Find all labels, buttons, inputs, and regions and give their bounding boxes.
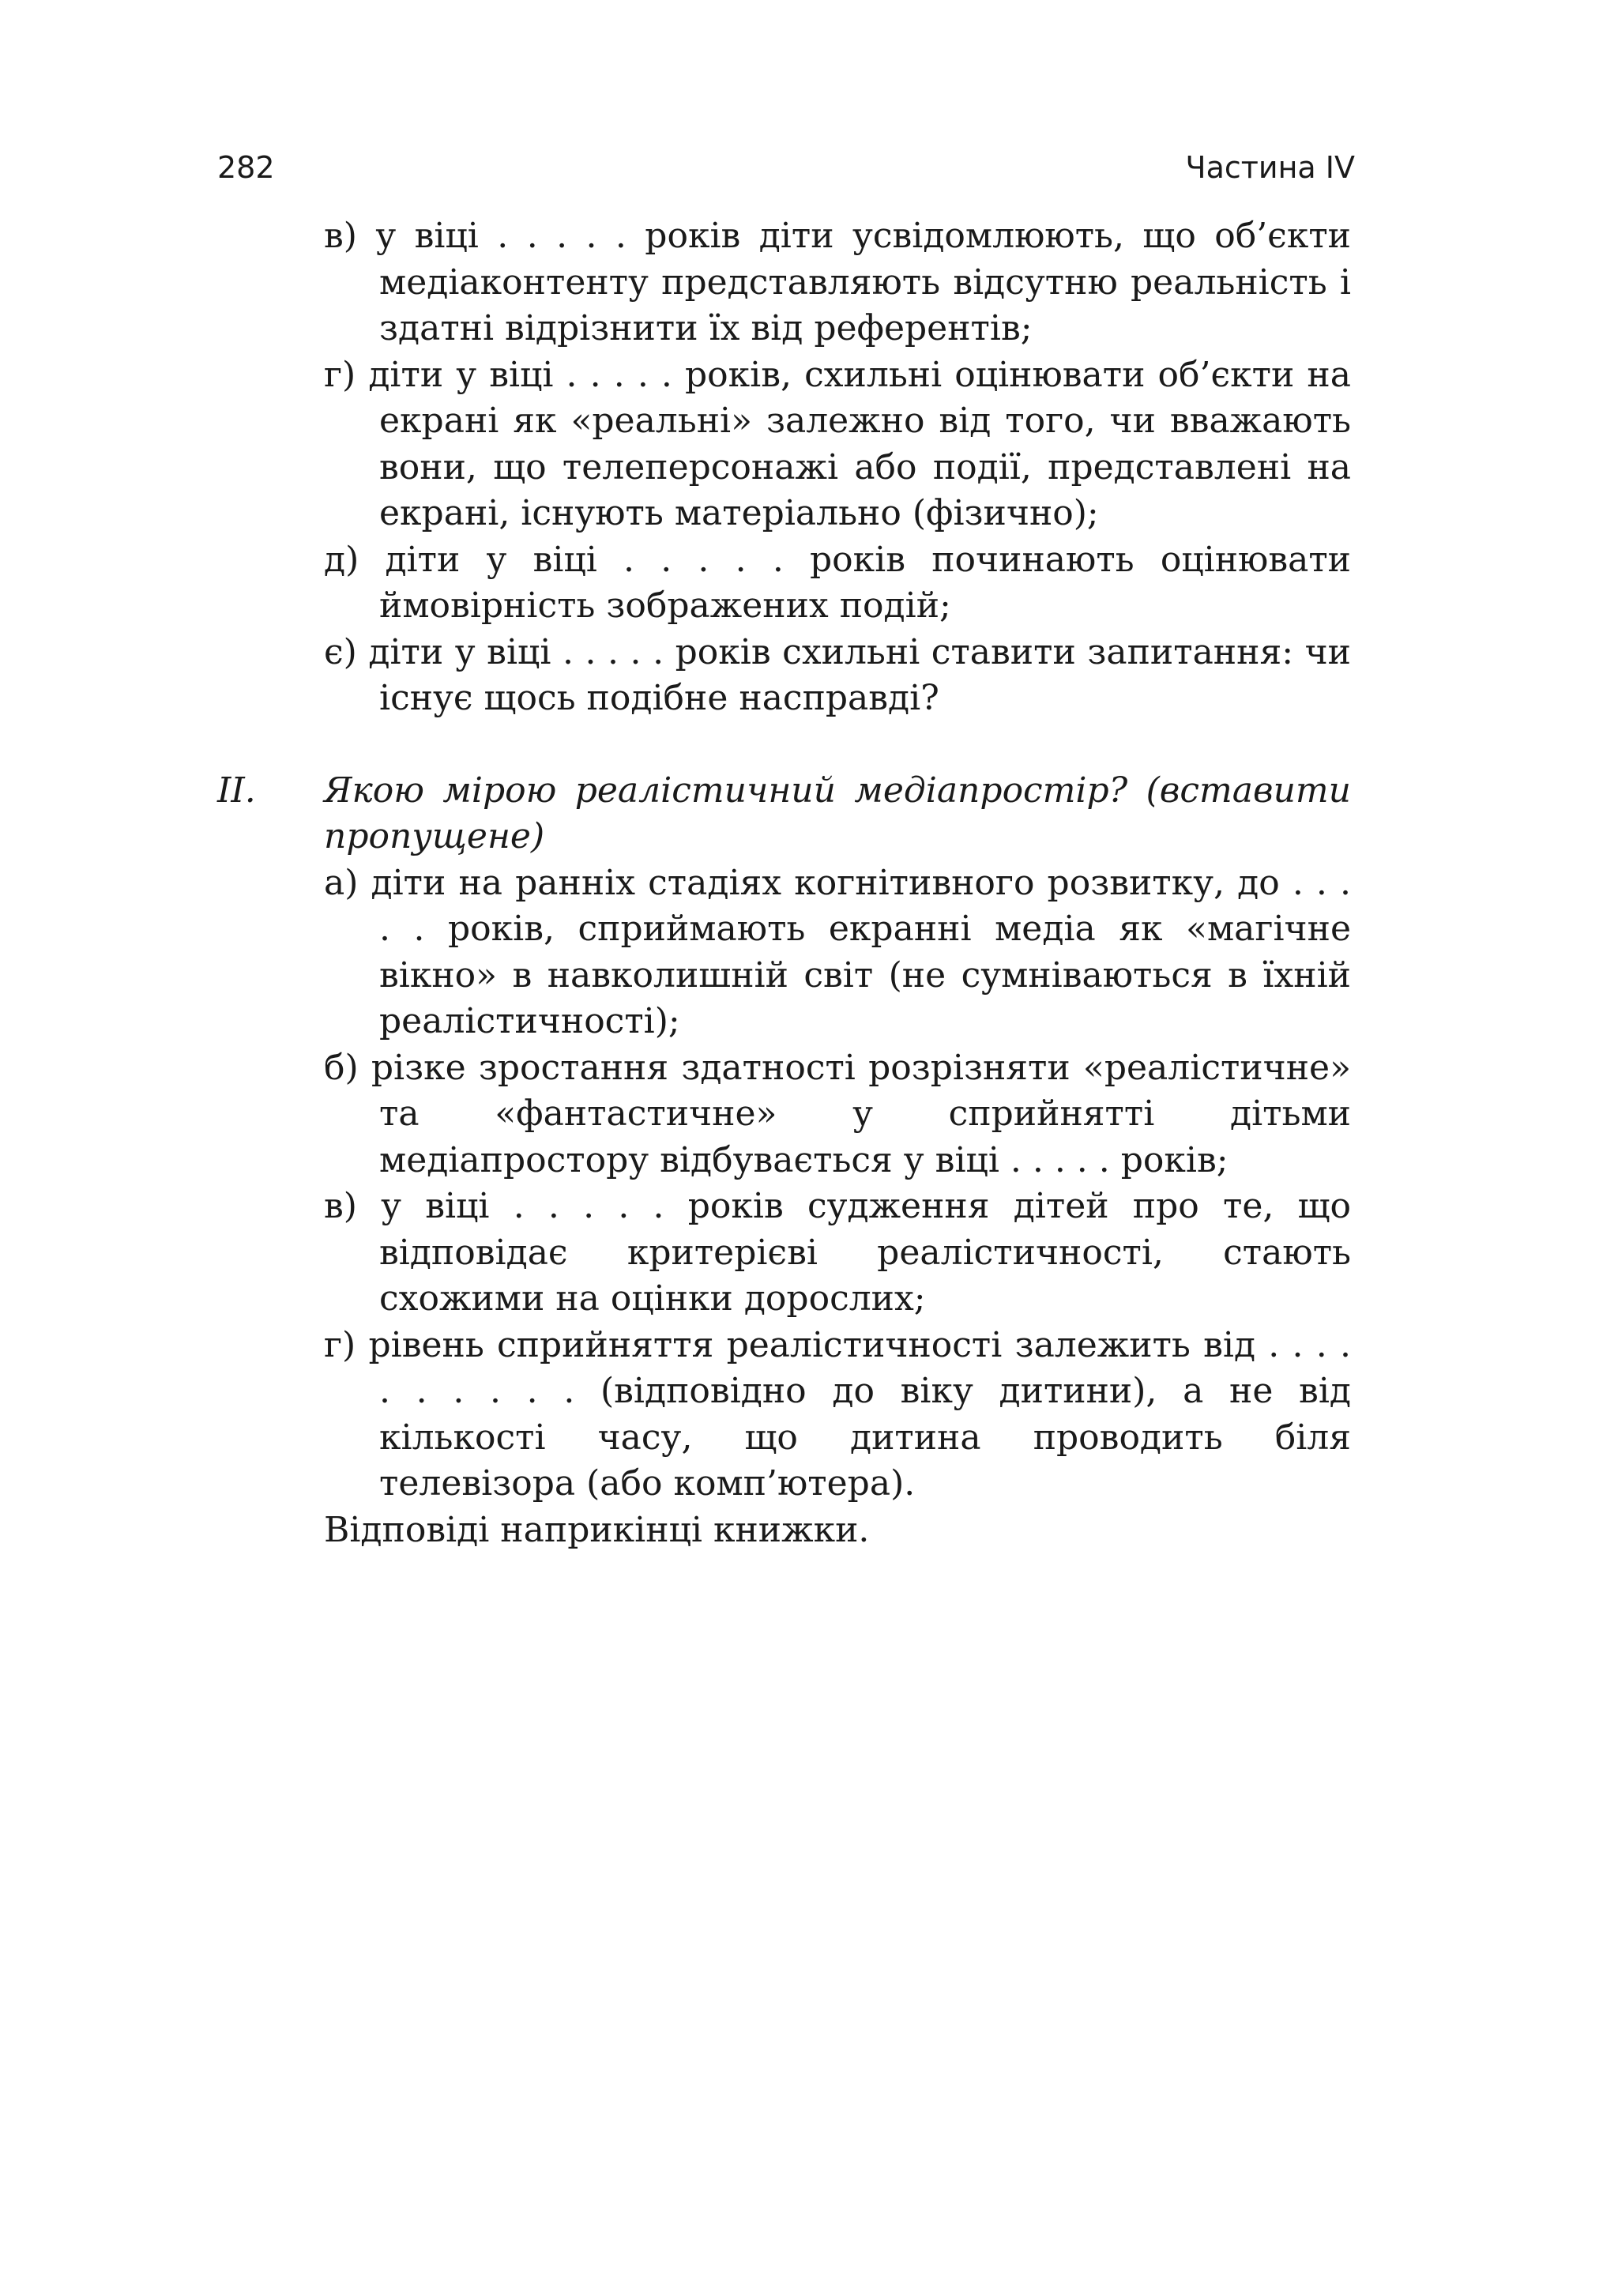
list-item: в) у віці . . . . . років діти усвідомлюють, що об’єкти медіаконтенту представляють відсутню реальність і здатні відрізнити їх від референтів; — [324, 216, 1351, 348]
section-heading-text: Якою мірою реалістичний медіапростір? (вставити пропущене) — [324, 770, 1351, 856]
section-heading — [217, 768, 1351, 860]
page-body — [217, 213, 1351, 1553]
answers-note: Відповіді наприкінці книжки. — [324, 1509, 870, 1550]
section-gap — [324, 722, 1351, 768]
list-item: д) діти у віці . . . . . років починають оцінювати ймовірність зображених подій; — [324, 539, 1351, 626]
running-head: Частина IV — [1185, 150, 1355, 185]
page-number: 282 — [217, 150, 275, 185]
list-item: в) у віці . . . . . років судження дітей про те, що відповідає критерієві реалістичності, стають схожими на оцінки дорослих; — [324, 1186, 1351, 1319]
list-item: г) рівень сприйняття реалістичності залежить від . . . . . . . . . . (відповідно до віку дитини), а не від кількості часу, що дитина проводить біля телевізора (або комп’ютера). — [324, 1324, 1351, 1504]
list-item: є) діти у віці . . . . . років схильні ставити запитання: чи існує щось подібне насправді? — [324, 631, 1351, 718]
page-header — [217, 150, 1355, 198]
list-item: г) діти у віці . . . . . років, схильні оцінювати об’єкти на екрані як «реальні» залежно від того, чи вважають вони, що телеперсонажі або події, представлені на екрані, існують матеріально (фізично); — [324, 354, 1351, 533]
list-item: а) діти на ранніх стадіях когнітивного розвитку, до . . . . . років, сприймають екранні медіа як «магічне вікно» в навколишній світ (не сумніваються в їхній реалістичності); — [324, 862, 1351, 1041]
list-item: б) різке зростання здатності розрізняти «реалістичне» та «фантастичне» у сприйнятті дітьми медіапростору відбувається у віці . . . . . років; — [324, 1047, 1351, 1180]
section-number: II. — [217, 770, 256, 811]
